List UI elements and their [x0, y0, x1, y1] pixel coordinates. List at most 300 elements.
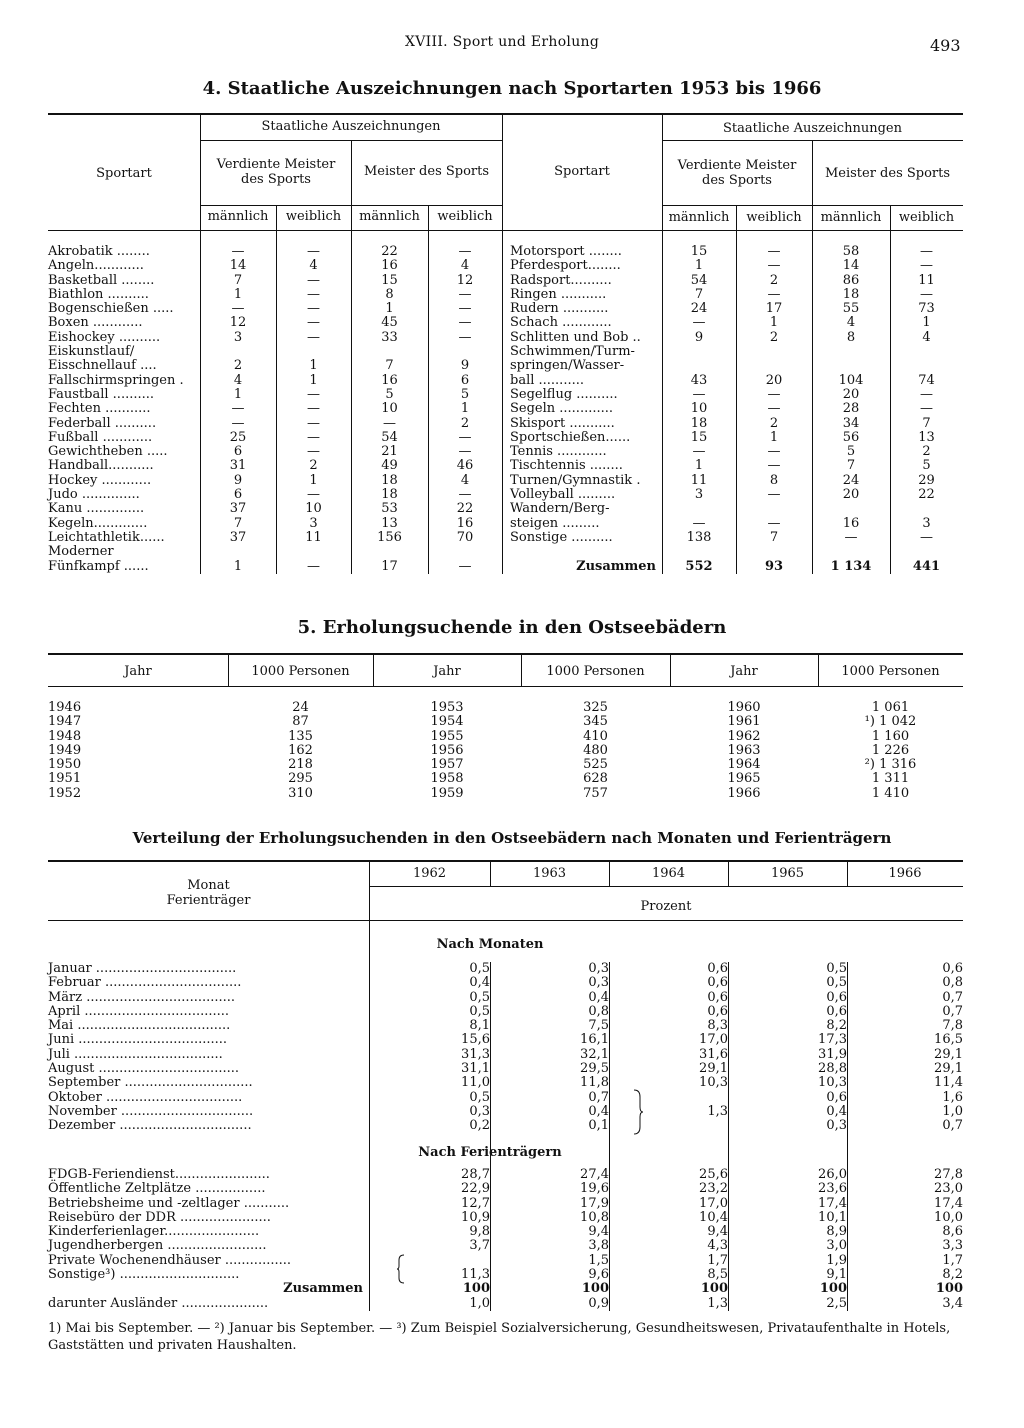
cell-value: 37	[229, 501, 247, 517]
page-number: 493	[930, 36, 961, 55]
header-personen: 1000 Personen	[251, 664, 350, 679]
row-label: Rudern ...........	[510, 301, 609, 317]
cell-value	[662, 502, 736, 516]
cell-value: 10,3	[818, 1075, 847, 1091]
row-label: Fußball ............	[48, 429, 153, 445]
cell-value: 29,1	[699, 1061, 728, 1077]
table-row	[48, 445, 502, 459]
row-label: Hockey ............	[48, 472, 152, 488]
cell-value: 31,9	[818, 1046, 847, 1062]
cell-value	[736, 359, 812, 373]
header-weiblich: weiblich	[285, 209, 342, 224]
cell-value: —	[307, 429, 320, 445]
cell-value: 46	[456, 458, 474, 474]
cell-value: 2	[769, 329, 779, 345]
cell-value: —	[307, 301, 320, 317]
cell-value: 1 160	[871, 728, 910, 744]
cell-value: 74	[918, 372, 935, 388]
cell-value: 1962	[727, 728, 761, 744]
cell-value: 1958	[430, 771, 464, 787]
cell-value: 37	[229, 529, 247, 545]
row-label: September ...............................	[48, 1075, 253, 1091]
cell-value: 8	[846, 329, 856, 345]
cell-value: 1,0	[942, 1103, 963, 1119]
table-row	[48, 359, 502, 373]
cell-value: 9,4	[707, 1224, 728, 1240]
cell-value: 295	[288, 771, 313, 787]
cell-value: —	[767, 386, 781, 402]
cell-value: 29,1	[934, 1061, 963, 1077]
header-personen: 1000 Personen	[546, 664, 645, 679]
cell-value: 53	[381, 501, 398, 517]
cell-value: 15	[690, 244, 708, 259]
row-label: Boxen ............	[48, 315, 143, 331]
cell-value: 0,3	[588, 975, 609, 991]
cell-value: 10	[381, 401, 398, 417]
row-label: Fünfkampf ......	[48, 558, 149, 574]
cell-value: 138	[686, 529, 712, 545]
row-label: Betriebsheime und -zeltlager ...........	[48, 1195, 290, 1211]
table-row	[48, 1211, 963, 1225]
row-label: 1950	[48, 757, 82, 773]
cell-value: 93	[764, 558, 784, 574]
cell-value: 480	[583, 742, 608, 758]
brace-1962-private-sonstige	[396, 1254, 406, 1284]
table-row	[510, 474, 963, 488]
cell-value: 25,6	[699, 1167, 728, 1182]
cell-value: 0,5	[469, 989, 490, 1005]
cell-value: 325	[583, 700, 608, 715]
cell-value: —	[692, 515, 706, 531]
cell-value: —	[307, 286, 320, 302]
row-label: Schlitten und Bob ..	[510, 329, 641, 345]
cell-value: 29	[918, 472, 935, 488]
cell-value	[276, 545, 351, 559]
cell-value: 0,6	[826, 1089, 847, 1105]
cell-value: 56	[842, 429, 860, 445]
cell-value: 1 410	[871, 785, 910, 801]
table-row	[48, 1239, 963, 1253]
row-label: August ..................................	[48, 1061, 239, 1077]
row-label: 1946	[48, 700, 82, 715]
cell-value: —	[458, 444, 472, 460]
cell-value: 11,0	[461, 1075, 490, 1091]
cell-value: 17	[765, 301, 783, 317]
cell-value: —	[920, 529, 933, 545]
table-row	[48, 1105, 963, 1119]
table-row	[48, 488, 502, 502]
cell-value: 1	[694, 258, 704, 274]
row-label: November ................................	[48, 1103, 254, 1119]
cell-value: 0,2	[469, 1118, 490, 1134]
row-label: Jugendherbergen ........................	[48, 1238, 267, 1254]
cell-value: 1	[694, 458, 704, 474]
cell-value: 2	[309, 458, 318, 474]
cell-value: 8,3	[707, 1018, 728, 1034]
row-label: Judo ..............	[48, 487, 140, 503]
row-label: Leichtathletik......	[48, 529, 165, 545]
cell-value: 14	[229, 258, 247, 274]
table-row	[48, 259, 502, 273]
cell-value: —	[307, 244, 320, 259]
cell-value	[276, 345, 351, 359]
cell-value: 8,6	[942, 1224, 963, 1240]
cell-value: 15	[690, 429, 708, 445]
cell-value: 0,7	[942, 1003, 963, 1019]
cell-value: 2	[460, 415, 470, 431]
cell-value: 441	[912, 558, 941, 574]
cell-value: 1	[309, 472, 318, 488]
row-label: Zusammen	[283, 1281, 363, 1297]
cell-value	[812, 502, 890, 516]
table-row	[510, 316, 963, 330]
cell-value: 31	[229, 458, 247, 474]
cell-value: 0,8	[588, 1003, 609, 1019]
cell-value	[662, 359, 736, 373]
cell-value: 1,7	[942, 1252, 963, 1268]
cell-value	[736, 345, 812, 359]
cell-value: 100	[935, 1281, 963, 1297]
header-maennlich: männlich	[820, 210, 882, 225]
row-label: Eisschnellauf ....	[48, 358, 157, 374]
cell-value: 8,9	[826, 1224, 847, 1240]
cell-value: 1	[460, 401, 470, 417]
table-row	[48, 417, 502, 431]
cell-value: 0,7	[942, 1118, 963, 1134]
cell-value: 525	[583, 757, 608, 773]
cell-value: 0,3	[588, 961, 609, 976]
cell-value: 0,6	[707, 989, 728, 1005]
table-row	[48, 1005, 963, 1019]
cell-value: 0,4	[588, 989, 609, 1005]
cell-value	[428, 345, 502, 359]
cell-value: 7	[385, 358, 394, 374]
table-row	[48, 1091, 963, 1105]
cell-value: 1,6	[942, 1089, 963, 1105]
cell-value: 23,0	[934, 1181, 963, 1197]
table-row	[510, 331, 963, 345]
cell-value: —	[767, 487, 781, 503]
cell-value: 31,6	[699, 1046, 728, 1062]
cell-value: 4	[460, 258, 470, 274]
cell-value: 3,0	[826, 1238, 847, 1254]
row-label: FDGB-Feriendienst.......................	[48, 1167, 270, 1182]
cell-value: 8,2	[826, 1018, 847, 1034]
cell-value: 86	[842, 272, 860, 288]
cell-value	[351, 545, 428, 559]
table-row	[510, 445, 963, 459]
cell-value: 14	[842, 258, 860, 274]
table-row	[510, 288, 963, 302]
cell-value: 162	[288, 742, 313, 758]
table-row	[510, 502, 963, 516]
row-label: Februar .................................	[48, 975, 242, 991]
table-row	[48, 1033, 963, 1047]
cell-value: 1,3	[707, 1295, 728, 1311]
header-monat: Monat	[187, 878, 230, 893]
row-label: Januar ..................................	[48, 961, 237, 976]
cell-value: 31,1	[461, 1061, 490, 1077]
cell-value: 9,4	[588, 1224, 609, 1240]
table4-right-body	[510, 245, 963, 574]
cell-value: 1	[769, 429, 779, 445]
header-sportart: Sportart	[554, 164, 610, 179]
header-maennlich: männlich	[207, 209, 269, 224]
table-row	[510, 417, 963, 431]
cell-value: 24	[690, 301, 708, 317]
cell-value: 1	[233, 386, 243, 402]
cell-value: 10,8	[580, 1209, 609, 1225]
row-label: Mai .....................................	[48, 1018, 231, 1034]
header-verdiente-meister: Verdiente Meister des Sports	[216, 157, 336, 187]
cell-value: —	[920, 258, 933, 274]
cell-value: 1,3	[707, 1103, 728, 1119]
table-row	[48, 962, 963, 976]
header-year: 1964	[651, 866, 686, 881]
cell-value: 0,6	[826, 989, 847, 1005]
cell-value: 0,6	[707, 961, 728, 976]
cell-value: 1,9	[826, 1252, 847, 1268]
cell-value: 100	[581, 1281, 609, 1297]
cell-value: —	[307, 315, 320, 331]
cell-value: 1956	[430, 742, 464, 758]
cell-value: 13	[381, 515, 398, 531]
cell-value: 8	[385, 286, 394, 302]
cell-value	[890, 545, 963, 559]
cell-value: 0,5	[826, 975, 847, 991]
cell-value: 1953	[430, 700, 464, 715]
table-row	[510, 531, 963, 545]
cell-value: 6	[460, 372, 470, 388]
table-row	[48, 331, 502, 345]
cell-value: 23,6	[818, 1181, 847, 1197]
row-label: 1947	[48, 714, 82, 730]
cell-value: 31,3	[461, 1046, 490, 1062]
cell-value: —	[844, 529, 858, 545]
cell-value: 4	[846, 315, 856, 331]
table-row	[48, 1019, 963, 1033]
cell-value: 9	[694, 329, 704, 345]
row-label: Volleyball .........	[510, 487, 616, 503]
row-label: Private Wochenendhäuser ................	[48, 1252, 292, 1268]
cell-value: 5	[460, 386, 470, 402]
cell-value: 4	[460, 472, 470, 488]
row-label: Skisport ...........	[510, 415, 615, 431]
row-label: Schach ............	[510, 315, 612, 331]
cell-value: 11,3	[461, 1267, 490, 1283]
cell-value: 7,8	[942, 1018, 963, 1034]
header-staatliche-auszeichnungen: Staatliche Auszeichnungen	[723, 121, 902, 136]
cell-value: —	[307, 329, 320, 345]
cell-value	[736, 502, 812, 516]
cell-value: 17,0	[699, 1195, 728, 1211]
table-row	[48, 402, 502, 416]
table-row	[48, 459, 502, 473]
table-row	[48, 474, 502, 488]
table-row	[48, 502, 502, 516]
table-row	[510, 359, 963, 373]
cell-value	[662, 545, 736, 559]
header-year: 1962	[412, 866, 447, 881]
cell-value: —	[920, 401, 933, 417]
cell-value: 16	[381, 372, 398, 388]
cell-value: 1 226	[871, 742, 910, 758]
cell-value: 25	[229, 429, 247, 445]
row-label: Basketball ........	[48, 272, 155, 288]
cell-value: 22	[381, 244, 398, 259]
cell-value: 0,5	[826, 961, 847, 976]
table-row	[48, 374, 502, 388]
cell-value	[812, 545, 890, 559]
row-label: Sportschießen......	[510, 429, 631, 445]
row-label: Gewichtheben .....	[48, 444, 168, 460]
cell-value: 16,5	[934, 1032, 963, 1048]
cell-value: —	[458, 329, 472, 345]
cell-value: 28,8	[818, 1061, 847, 1077]
cell-value: 16	[456, 515, 474, 531]
cell-value: 10,3	[699, 1075, 728, 1091]
cell-value: 0,9	[588, 1295, 609, 1311]
row-label: 1949	[48, 742, 82, 758]
cell-value: 4	[233, 372, 243, 388]
cell-value: 8,5	[707, 1267, 728, 1283]
cell-value: 54	[381, 429, 398, 445]
cell-value: 2	[922, 444, 931, 460]
table-row	[48, 245, 502, 259]
row-label: Juli ....................................	[48, 1046, 223, 1062]
cell-value: 45	[381, 315, 398, 331]
cell-value: 1965	[727, 771, 761, 787]
table-row	[510, 259, 963, 273]
cell-value: 16	[842, 515, 860, 531]
row-label: ball ...........	[510, 372, 584, 388]
cell-value: 0,3	[469, 1103, 490, 1119]
cell-value: 10,4	[699, 1209, 728, 1225]
cell-value: —	[458, 315, 472, 331]
cell-value: 1954	[430, 714, 464, 730]
cell-value	[662, 345, 736, 359]
header-maennlich: männlich	[668, 210, 730, 225]
table-row	[48, 431, 502, 445]
row-label: Sonstige³) .............................	[48, 1267, 240, 1283]
row-label: Handball...........	[48, 458, 154, 474]
row-label: Dezember ................................	[48, 1118, 252, 1134]
cell-value: —	[307, 386, 320, 402]
row-label: springen/Wasser-	[510, 358, 625, 374]
cell-value: —	[767, 401, 781, 417]
cell-value: 1	[233, 286, 243, 302]
cell-value: 628	[583, 771, 608, 787]
row-label: Ringen ...........	[510, 286, 607, 302]
cell-value: 1960	[727, 700, 761, 715]
row-label: Fallschirmspringen .	[48, 372, 184, 388]
header-meister-des-sports: Meister des Sports	[363, 164, 490, 179]
cell-value: 2	[769, 415, 779, 431]
cell-value: 0,5	[469, 1003, 490, 1019]
cell-value: 27,4	[580, 1167, 609, 1182]
cell-value: 5	[922, 458, 931, 474]
table-row	[510, 560, 963, 574]
table-row	[510, 545, 963, 559]
cell-value: 4,3	[707, 1238, 728, 1254]
cell-value: 2	[233, 358, 243, 374]
table6-months-body	[48, 962, 963, 1134]
cell-value: —	[231, 244, 245, 259]
footnote: 1) Mai bis September. — ²) Januar bis September. — ³) Zum Beispiel Sozialversicherung, Gesundheitswesen, Privataufenthalte in Hotels, Gaststätten und privaten Haushalten.	[48, 1321, 951, 1353]
row-label: Faustball ..........	[48, 386, 154, 402]
cell-value	[609, 1091, 728, 1105]
cell-value: 7	[846, 458, 856, 474]
cell-value: 410	[583, 728, 608, 744]
cell-value: —	[307, 401, 320, 417]
cell-value: 28	[842, 401, 860, 417]
cell-value: 0,1	[588, 1118, 609, 1134]
cell-value: 34	[842, 415, 860, 431]
cell-value: 1963	[727, 742, 761, 758]
cell-value: —	[767, 286, 781, 302]
cell-value: 17,4	[934, 1195, 963, 1211]
cell-value: 1	[233, 558, 243, 574]
table-row	[48, 517, 502, 531]
table-row	[48, 1254, 963, 1268]
cell-value: —	[458, 244, 472, 259]
cell-value: 43	[690, 372, 708, 388]
cell-value: 1	[769, 315, 779, 331]
cell-value: 1 311	[871, 771, 910, 787]
cell-value: 1	[309, 372, 318, 388]
cell-value: —	[767, 458, 781, 474]
cell-value: 28,7	[461, 1167, 490, 1182]
cell-value: 3,3	[942, 1238, 963, 1254]
cell-value: 0,6	[826, 1003, 847, 1019]
header-maennlich: männlich	[359, 209, 420, 224]
table-row	[48, 388, 502, 402]
table5-body	[48, 701, 963, 801]
cell-value: 6	[233, 444, 243, 460]
cell-value: 55	[842, 301, 860, 317]
table-row	[48, 1062, 963, 1076]
cell-value: 10	[690, 401, 708, 417]
table-row	[48, 991, 963, 1005]
cell-value: 1959	[430, 785, 464, 801]
row-label: Reisebüro der DDR ......................	[48, 1209, 271, 1225]
row-label: Pferdesport........	[510, 258, 621, 274]
cell-value: 0,5	[469, 1089, 490, 1105]
row-label: darunter Ausländer .....................	[48, 1295, 269, 1311]
cell-value: 100	[819, 1281, 847, 1297]
table-row	[48, 701, 963, 715]
cell-value	[812, 345, 890, 359]
table-row	[48, 1297, 963, 1311]
cell-value	[812, 359, 890, 373]
cell-value: 3	[309, 515, 318, 531]
cell-value: 7	[769, 529, 779, 545]
table-row	[510, 402, 963, 416]
cell-value: —	[692, 444, 706, 460]
cell-value: 7	[233, 515, 243, 531]
cell-value: 0,6	[942, 961, 963, 976]
row-label	[510, 545, 662, 559]
table-row	[48, 787, 963, 801]
table-row	[48, 1076, 963, 1090]
cell-value: 10	[305, 501, 322, 517]
cell-value: ²) 1 316	[864, 757, 917, 773]
cell-value: 3	[694, 487, 704, 503]
cell-value: 10,9	[461, 1209, 490, 1225]
row-label: 1951	[48, 771, 82, 787]
cell-value: 26,0	[818, 1167, 847, 1182]
row-label: Segeln .............	[510, 401, 613, 417]
